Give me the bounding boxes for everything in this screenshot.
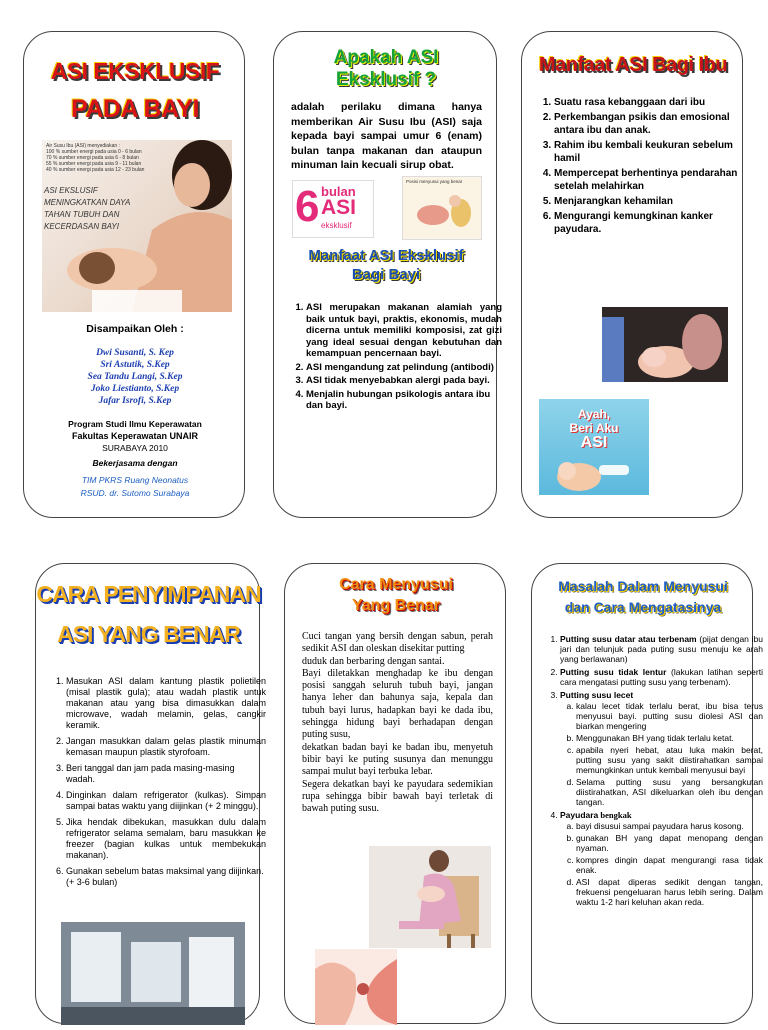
list-item: 5. Menjarangkan kehamilan bbox=[554, 195, 750, 208]
step-paragraph: dekatkan badan bayi ke badan ibu, menyetuh bibir bayi ke puting susunya dan menunggu sampai mulut bayi terbuka lebar. bbox=[302, 741, 493, 778]
panel-storage bbox=[35, 563, 266, 1024]
list-item: 4. Payudara bengkak a. bayi disusui sampai payudara harus kosong. b. gunakan BH yang dapat menopang dengan nyaman. c. kompres dingin dapat mengurangi rasa tidak enak. d. ASI dapat diperas sedikit dengan tangan, frekuensi pengeluaran harus lebih sering. Dalam waktu 1-2 hari keluhan akan reda. bbox=[560, 810, 763, 907]
fridge-photo bbox=[61, 922, 245, 1025]
partner-hospital: RSUD. dr. Sutomo Surabaya bbox=[80, 488, 190, 498]
photo-header: Air Susu Ibu (ASI) menyediakan : bbox=[46, 143, 120, 149]
list-item: 2. Jangan masukkan dalam gelas plastik minuman kemasan maupun plastik styrofoam. bbox=[66, 736, 266, 758]
author-name: Sea Tandu Langi, S.Kep bbox=[87, 372, 183, 382]
problem-list bbox=[540, 634, 763, 909]
cover-title-line1: ASI EKSKLUSIF bbox=[50, 58, 220, 84]
list-item: 6. Gunakan sebelum batas maksimal yang diijinkan. (+ 3-6 bulan) bbox=[66, 866, 266, 888]
mother-benefit-title: Manfaat ASI Bagi Ibu bbox=[538, 54, 728, 76]
definition-text: adalah perilaku dimana hanya memberikan Air Susu Ibu (ASI) saja kepada bayi sampai umur 6 (enam) bulan tanpa makanan dan ataupun minuman lain kecuali sirup obat. bbox=[291, 101, 482, 171]
author-list bbox=[24, 347, 246, 407]
mini-caption: Posisi menyusui yang benar bbox=[406, 179, 463, 184]
nursing-illustration bbox=[602, 307, 728, 382]
panel-problems bbox=[531, 563, 763, 1024]
baby-benefit-list bbox=[288, 302, 502, 414]
panel-cover bbox=[23, 31, 245, 518]
breastfeed-title-line2: Yang Benar bbox=[351, 597, 441, 614]
list-item: 1. Suatu rasa kebanggaan dari ibu bbox=[554, 96, 750, 109]
breastfeed-title-line1: Cara Menyusui bbox=[339, 576, 453, 593]
what-is-title-line2: Eksklusif ? bbox=[335, 69, 437, 90]
list-item: 1. Putting susu datar atau terbenam (pijat dengan ibu jari dan telunjuk pada puting susu menuju ke arah yang berlawanan) bbox=[560, 634, 763, 664]
six-months-badge bbox=[292, 180, 374, 238]
book-title-line3: ASI bbox=[580, 434, 608, 451]
photo-stats: 100 % sumber energi pada usia 0 - 6 bulan 70 % sumber energi pada usia 6 - 8 bulan 55 % sumber energi pada usia 9 - 11 bulan 40 % sumber energi pada usia 12 - 23 bulan bbox=[46, 149, 145, 173]
badge-word3: eksklusif bbox=[321, 221, 352, 230]
position-illustration bbox=[403, 177, 481, 239]
author-name: Joko Liestianto, S.Kep bbox=[90, 384, 180, 394]
problems-title-line1: Masalah Dalam Menyusui bbox=[558, 578, 728, 594]
panel-how-to-breastfeed bbox=[284, 563, 506, 1024]
step-paragraph: Segera dekatkan bayi ke payudara sedemikian rupa sehingga bibir bawah bayi terletak di bawah puting susu. bbox=[302, 778, 493, 815]
breastfeeding-position-image bbox=[402, 176, 482, 240]
latch-illustration bbox=[315, 949, 397, 1025]
author-name: Sri Astutik, S.Kep bbox=[100, 360, 170, 370]
milk-storage-illustration bbox=[61, 922, 245, 1025]
city-year: SURABAYA 2010 bbox=[102, 443, 168, 453]
sub-list bbox=[560, 821, 763, 907]
list-item: 4. Menjalin hubungan psikologis antara ibu dan bayi. bbox=[306, 389, 502, 412]
mother-in-chair bbox=[369, 846, 491, 948]
sub-item: c. kompres dingin dapat mengurangi rasa tidak enak. bbox=[576, 855, 763, 875]
sub-item: a. kalau lecet tidak terlalu berat, ibu bisa terus menyusui bayi. putting susu diolesi ASI dan biarkan mengering bbox=[576, 701, 763, 731]
step-paragraph: Cuci tangan yang bersih dengan sabun, perah sedikit ASI dan oleskan disekitar putting bbox=[302, 631, 493, 655]
list-item: 5. Jika hendak dibekukan, masukkan dulu dalam refrigerator selama semalam, baru masukkan ke freezer (bagian kulkas untuk membekukan makanan). bbox=[66, 817, 266, 861]
panel-mother-benefits bbox=[521, 31, 743, 518]
faculty-name: Fakultas Keperawatan UNAIR bbox=[71, 431, 199, 441]
list-item: 3. Rahim ibu kembali keukuran sebelum hamil bbox=[554, 139, 750, 165]
program-name: Program Studi Ilmu Keperawatan bbox=[68, 419, 202, 429]
badge-number: 6 bbox=[295, 182, 320, 231]
list-item: 2. ASI mengandung zat pelindung (antibodi) bbox=[306, 362, 502, 374]
sub-item: b. gunakan BH yang dapat menopang dengan nyaman. bbox=[576, 833, 763, 853]
cover-photo bbox=[42, 140, 232, 312]
benefit-baby-title-line2: Bagi Bayi bbox=[351, 266, 421, 283]
list-item: 4. Mempercepat berhentinya pendarahan setelah melahirkan bbox=[554, 167, 750, 193]
partner-team: TIM PKRS Ruang Neonatus bbox=[81, 475, 189, 485]
nursing-chair-illustration bbox=[369, 846, 491, 948]
badge-word1: bulan bbox=[321, 184, 356, 199]
list-item: 1. Masukan ASI dalam kantung plastik polietilen (misal plastik gula); atau wadah plastik untuk makanan atau yang bisa dimasukkan dalam microwave, wadah melamin, gelas, cangkir keramik. bbox=[66, 676, 266, 731]
panel-what-is bbox=[273, 31, 502, 518]
list-item: 4. Dinginkan dalam refrigerator (kulkas). Simpan sampai batas waktu yang diijinkan (+ 2 minggu). bbox=[66, 790, 266, 812]
storage-title-line2: ASI YANG BENAR bbox=[57, 621, 240, 647]
badge-word2: ASI bbox=[321, 196, 357, 219]
author-name: Dwi Susanti, S. Kep bbox=[96, 348, 174, 358]
latch-diagram bbox=[315, 949, 397, 1025]
step-paragraph: duduk dan berbaring dengan santai. bbox=[302, 655, 445, 667]
sub-item: a. bayi disusui sampai payudara harus kosong. bbox=[576, 821, 763, 831]
photo-caption: ASI EKSLUSIF MENINGKATKAN DAYA TAHAN TUBUH DAN KECERDASAN BAYI bbox=[44, 186, 131, 231]
author-name: Jafar Isrofi, S.Kep bbox=[98, 396, 172, 406]
list-item: 2. Putting susu tidak lentur (lakukan latihan seperti cara mengatasi putting susu yang terbenam). bbox=[560, 667, 763, 687]
step-paragraph: Bayi diletakkan menghadap ke ibu dengan posisi sanggah seluruh tubuh bayi, jangan hanya leher dan bahunya saja, kepala dan tubuh bayi lurus, hadapkan bayi ke dada ibu, sehingga hidung bayi berhadapan dengan puting susu, bbox=[302, 667, 493, 741]
list-item: 1. ASI merupakan makanan alamiah yang baik untuk bayi, praktis, ekonomis, mudah dicerna untuk memiliki komposisi, zat gizi yang ideal sesuai dengan kebutuhan dan kemampuan pencernaan bayi. bbox=[306, 302, 502, 360]
book-title-line1: Ayah, bbox=[577, 407, 611, 421]
presented-by: Disampaikan Oleh : bbox=[86, 323, 184, 335]
list-item: 6. Mengurangi kemungkinan kanker payudara. bbox=[554, 210, 750, 236]
benefit-baby-title-line1: Manfaat ASI Eksklusif bbox=[308, 247, 464, 264]
sub-item: c. apabila nyeri hebat, atau luka makin berat, putting susu yang sakit diistirahatkan sampai memungkinkan untuk kembali menyusui bayi bbox=[576, 745, 763, 775]
problems-title-line2: dan Cara Mengatasinya bbox=[564, 599, 722, 615]
book-title-line2: Beri Aku bbox=[569, 421, 619, 435]
list-item: 3. ASI tidak menyebabkan alergi pada bayi. bbox=[306, 375, 502, 387]
list-item: 3. Putting susu lecet a. kalau lecet tidak terlalu berat, ibu bisa terus menyusui bayi. putting susu diolesi ASI dan biarkan mengering b. Menggunakan BH yang tidak terlalu ketat. c. apabila nyeri hebat, atau luka makin berat, putting susu yang sakit diistirahatkan sampai memungkinkan untuk kembali menyusui bayi d. Selama putting susu yang bersangkutan diistirahatkan, ASI dikeluarkan oleh ibu dengan tangan. bbox=[560, 690, 763, 807]
cooperation-label: Bekerjasama dengan bbox=[92, 458, 178, 468]
what-is-title-line1: Apakah ASI bbox=[333, 47, 439, 68]
storage-steps bbox=[48, 676, 266, 890]
sub-item: b. Menggunakan BH yang tidak terlalu ketat. bbox=[576, 733, 763, 743]
nursing-photo bbox=[602, 307, 728, 382]
book-cover-image bbox=[539, 399, 649, 495]
sub-item: d. ASI dapat diperas sedikit dengan tangan, frekuensi pengeluaran harus lebih sering. Dalam waktu 1-2 hari keluhan akan reda. bbox=[576, 877, 763, 907]
mother-benefit-list bbox=[536, 96, 750, 238]
sub-item: d. Selama putting susu yang bersangkutan diistirahatkan, ASI dikeluarkan oleh ibu dengan tangan. bbox=[576, 777, 763, 807]
list-item: 3. Beri tanggal dan jam pada masing-masing wadah. bbox=[66, 763, 266, 785]
breastfeed-steps bbox=[302, 631, 493, 815]
storage-title-line1: CARA PENYIMPANAN bbox=[36, 581, 261, 607]
list-item: 2. Perkembangan psikis dan emosional antara ibu dan anak. bbox=[554, 111, 750, 137]
cover-title-line2: PADA BAYI bbox=[71, 95, 199, 123]
baby-bottle-illustration bbox=[539, 399, 649, 495]
sub-list bbox=[560, 701, 763, 807]
